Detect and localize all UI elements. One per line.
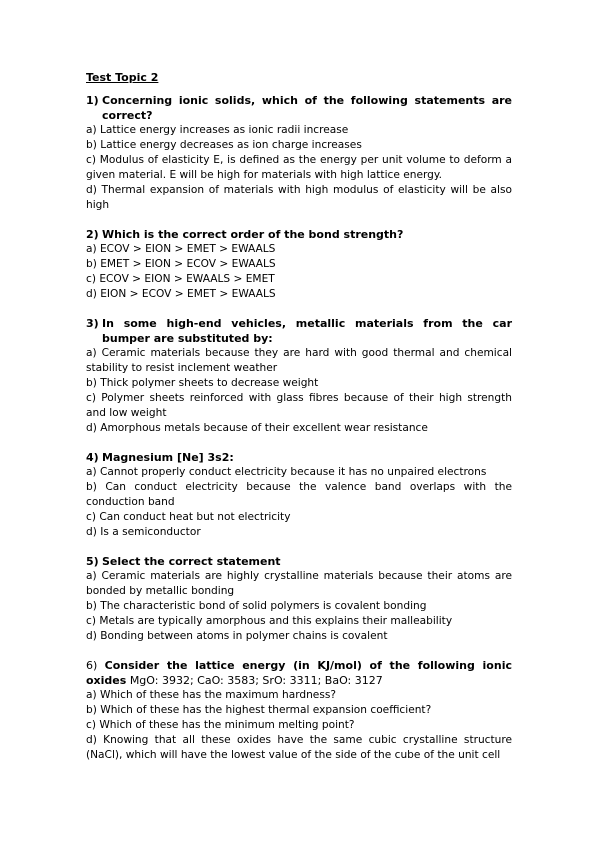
question-number: 2): [86, 228, 99, 241]
question-5: [86, 554, 512, 644]
question-3: [86, 316, 512, 436]
question-text: In some high-end vehicles, metallic materials from the car bumper are substituted by:: [102, 317, 512, 345]
question-4: [86, 450, 512, 540]
option-c: c) Modulus of elasticity E, is defined as the energy per unit volume to deform a given material. E will be high for materials with high lattice energy.: [86, 154, 512, 181]
option-c: c) Which of these has the minimum melting point?: [86, 719, 355, 731]
question-2: [86, 227, 512, 302]
question-1: [86, 93, 512, 213]
option-d: d) Thermal expansion of materials with high modulus of elasticity will be also high: [86, 184, 512, 211]
option-c: c) Polymer sheets reinforced with glass fibres because of their high strength and low weight: [86, 392, 512, 419]
option-a: a) Ceramic materials because they are hard with good thermal and chemical stability to resist inclement weather: [86, 347, 512, 374]
document-page: [86, 70, 512, 777]
option-d: d) EION > ECOV > EMET > EWAALS: [86, 288, 276, 300]
option-c: c) ECOV > EION > EWAALS > EMET: [86, 273, 275, 285]
question-2-heading: [86, 227, 512, 242]
option-c: c) Metals are typically amorphous and this explains their malleability: [86, 615, 453, 627]
option-a: a) Which of these has the maximum hardness?: [86, 689, 336, 701]
option-a: a) Cannot properly conduct electricity because it has no unpaired electrons: [86, 466, 487, 478]
document-title: Test Topic 2: [86, 71, 159, 84]
option-d: d) Bonding between atoms in polymer chains is covalent: [86, 630, 388, 642]
option-b: b) The characteristic bond of solid polymers is covalent bonding: [86, 600, 427, 612]
question-number: 4): [86, 451, 99, 464]
option-d: d) Is a semiconductor: [86, 526, 201, 538]
option-b: b) EMET > EION > ECOV > EWAALS: [86, 258, 276, 270]
option-c: c) Can conduct heat but not electricity: [86, 511, 291, 523]
option-b: b) Can conduct electricity because the valence band overlaps with the conduction band: [86, 481, 512, 508]
question-5-heading: [86, 554, 512, 569]
option-a: a) Ceramic materials are highly crystalline materials because their atoms are bonded by metallic bonding: [86, 570, 512, 597]
option-d: d) Knowing that all these oxides have the same cubic crystalline structure (NaCl), which will have the lowest value of the side of the cube of the unit cell: [86, 734, 512, 761]
option-a: a) ECOV > EION > EMET > EWAALS: [86, 243, 276, 255]
question-6: [86, 658, 512, 763]
question-text: Concerning ionic solids, which of the following statements are correct?: [102, 94, 512, 122]
option-b: b) Which of these has the highest thermal expansion coefficient?: [86, 704, 432, 716]
question-text: Consider the lattice energy (in KJ/mol) of the following ionic oxides: [86, 659, 512, 687]
option-b: b) Thick polymer sheets to decrease weight: [86, 377, 319, 389]
question-1-heading: [86, 93, 512, 123]
option-a: a) Lattice energy increases as ionic radii increase: [86, 124, 349, 136]
question-number: 1): [86, 94, 99, 107]
question-3-heading: [86, 316, 512, 346]
option-d: d) Amorphous metals because of their excellent wear resistance: [86, 422, 428, 434]
question-number: 5): [86, 555, 99, 568]
lattice-energy-values: MgO: 3932; CaO: 3583; SrO: 3311; BaO: 3127: [129, 674, 383, 687]
question-number: 3): [86, 317, 99, 330]
question-text: Select the correct statement: [102, 555, 281, 568]
question-number: 6): [86, 659, 98, 672]
question-text: Magnesium [Ne] 3s2:: [102, 451, 234, 464]
question-6-heading: [86, 658, 512, 688]
question-4-heading: [86, 450, 512, 465]
option-b: b) Lattice energy decreases as ion charge increases: [86, 139, 362, 151]
question-text: Which is the correct order of the bond strength?: [102, 228, 404, 241]
